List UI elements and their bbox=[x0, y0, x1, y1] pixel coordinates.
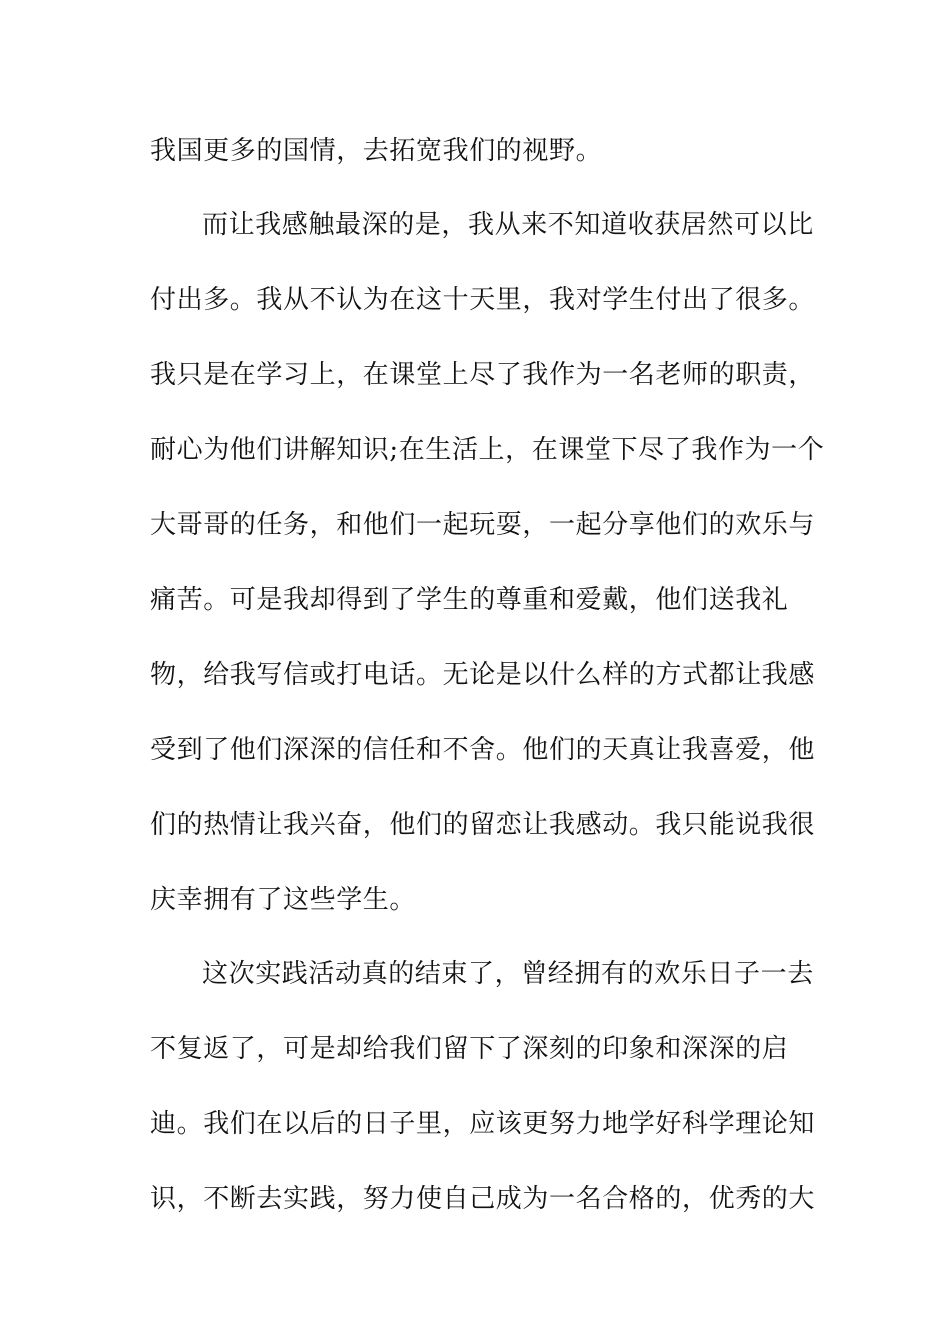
text-line: 们的热情让我兴奋，他们的留恋让我感动。我只能说我很 bbox=[150, 810, 816, 840]
text-line: 痛苦。可是我却得到了学生的尊重和爱戴，他们送我礼 bbox=[150, 585, 789, 615]
text-line: 耐心为他们讲解知识;在生活上，在课堂下尽了我作为一个 bbox=[150, 435, 825, 465]
paragraph-start-line: 而让我感触最深的是，我从来不知道收获居然可以比 bbox=[202, 210, 814, 240]
text-line: 不复返了，可是却给我们留下了深刻的印象和深深的启 bbox=[150, 1034, 789, 1064]
text-line: 识，不断去实践，努力使自己成为一名合格的，优秀的大 bbox=[150, 1184, 816, 1214]
paragraph-start-line: 这次实践活动真的结束了，曾经拥有的欢乐日子一去 bbox=[202, 959, 814, 989]
text-line: 我只是在学习上，在课堂上尽了我作为一名老师的职责， bbox=[150, 360, 816, 390]
text-line: 迪。我们在以后的日子里，应该更努力地学好科学理论知 bbox=[150, 1109, 816, 1139]
text-line: 物，给我写信或打电话。无论是以什么样的方式都让我感 bbox=[150, 660, 816, 690]
text-line: 大哥哥的任务，和他们一起玩耍，一起分享他们的欢乐与 bbox=[150, 510, 816, 540]
text-line: 受到了他们深深的信任和不舍。他们的天真让我喜爱，他 bbox=[150, 735, 816, 765]
text-line: 付出多。我从不认为在这十天里，我对学生付出了很多。 bbox=[150, 285, 816, 315]
text-line: 我国更多的国情，去拓宽我们的视野。 bbox=[150, 136, 603, 166]
text-line: 庆幸拥有了这些学生。 bbox=[150, 885, 417, 915]
